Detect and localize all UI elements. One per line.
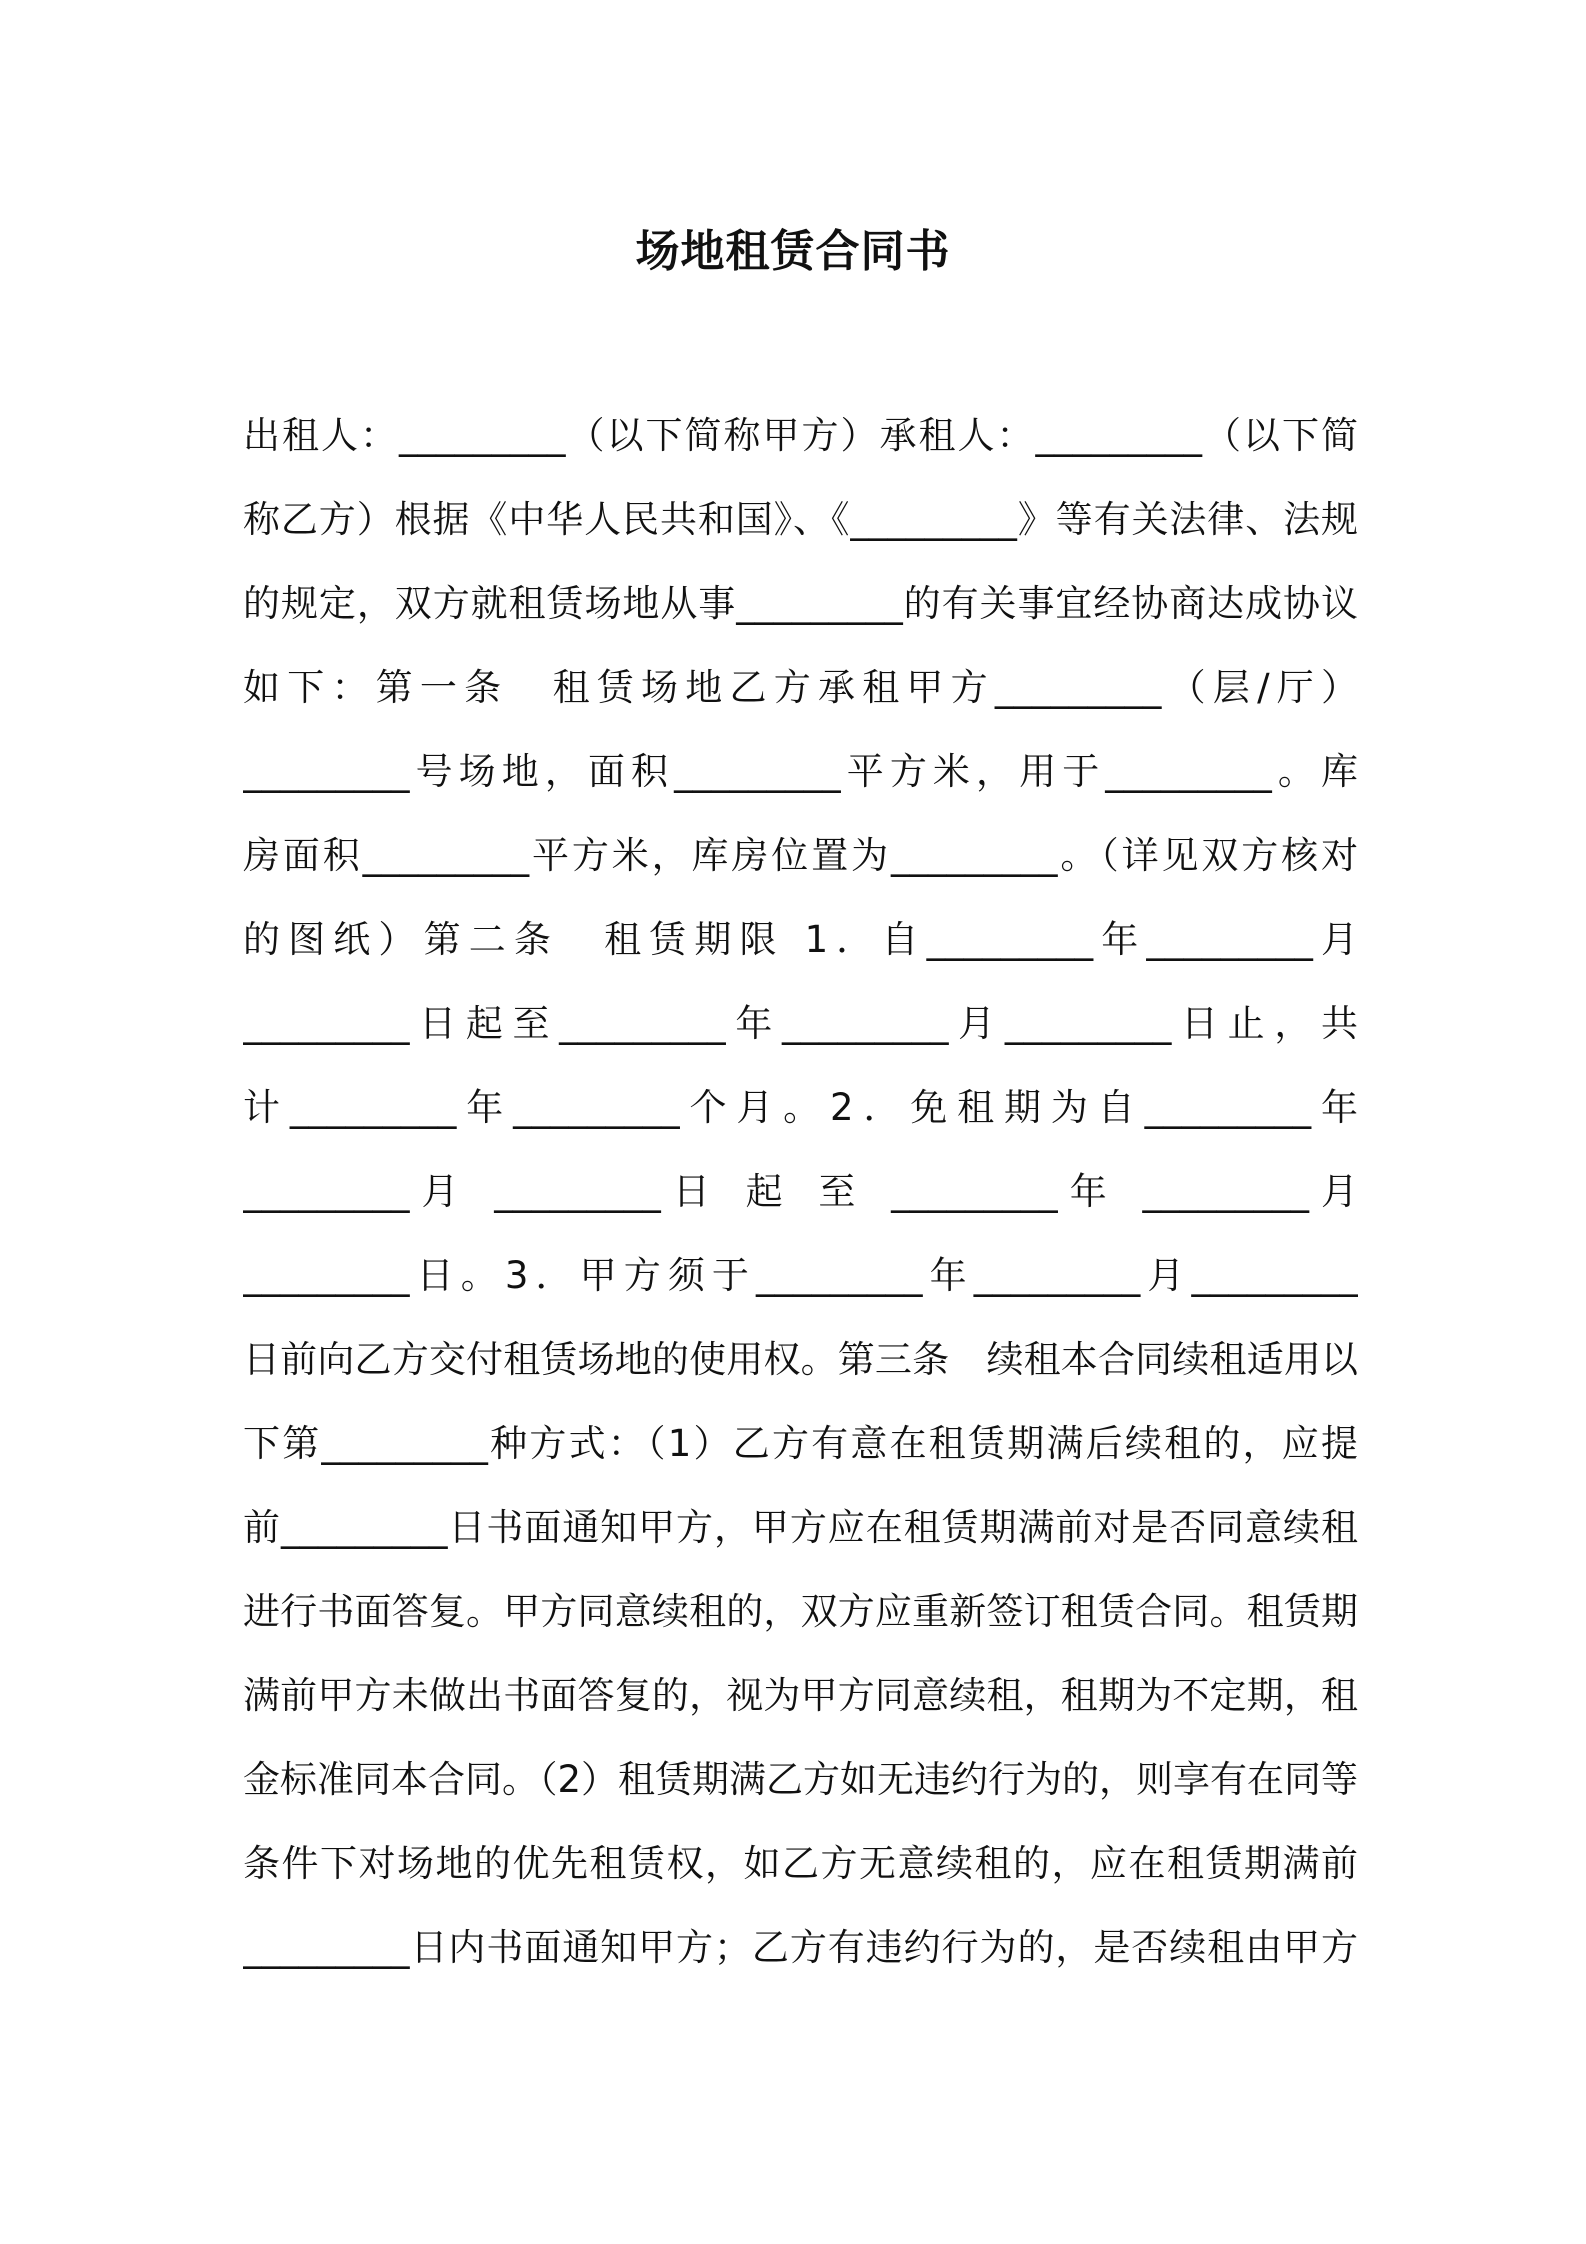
body-line-11: _________日。3．甲方须于_________年_________月_________ [243, 1254, 1358, 1297]
body-line-17: 金标准同本合同。（2）租赁期满乙方如无违约行为的，则享有在同等 [243, 1758, 1358, 1801]
document-title: 场地租赁合同书 [635, 226, 951, 277]
body-line-19: _________日内书面通知甲方；乙方有违约行为的，是否续租由甲方 [243, 1926, 1358, 1969]
body-line-13: 下第_________种方式：（1）乙方有意在租赁期满后续租的，应提 [243, 1422, 1358, 1465]
body-line-14: 前_________日书面通知甲方，甲方应在租赁期满前对是否同意续租 [243, 1506, 1358, 1549]
body-line-15: 进行书面答复。甲方同意续租的，双方应重新签订租赁合同。租赁期 [243, 1590, 1358, 1633]
body-line-1: 出租人：_________（以下简称甲方）承租人：_________（以下简 [243, 414, 1358, 457]
body-line-18: 条件下对场地的优先租赁权，如乙方无意续租的，应在租赁期满前 [243, 1842, 1358, 1885]
body-line-8: _________日起至_________年_________月_________日止，共 [243, 1002, 1358, 1045]
body-line-2: 称乙方）根据《中华人民共和国》、《_________》等有关法律、法规 [243, 498, 1358, 541]
body-line-3: 的规定，双方就租赁场地从事_________的有关事宜经协商达成协议 [243, 582, 1358, 625]
body-line-12: 日前向乙方交付租赁场地的使用权。第三条 续租本合同续租适用以 [243, 1338, 1358, 1381]
body-line-10: _________月 _________日 起 至 _________年 _________月 [243, 1170, 1358, 1213]
body-line-7: 的图纸）第二条 租赁期限 1．自_________年_________月 [243, 918, 1358, 961]
body-line-4: 如下：第一条 租赁场地乙方承租甲方_________（层/厅） [243, 666, 1358, 709]
body-line-9: 计_________年_________个月。2．免租期为自_________年 [243, 1086, 1358, 1129]
body-line-6: 房面积_________平方米，库房位置为_________。（详见双方核对 [243, 834, 1358, 877]
body-line-16: 满前甲方未做出书面答复的，视为甲方同意续租，租期为不定期，租 [243, 1674, 1358, 1717]
body-line-5: _________号场地，面积_________平方米，用于_________。库 [243, 750, 1358, 793]
